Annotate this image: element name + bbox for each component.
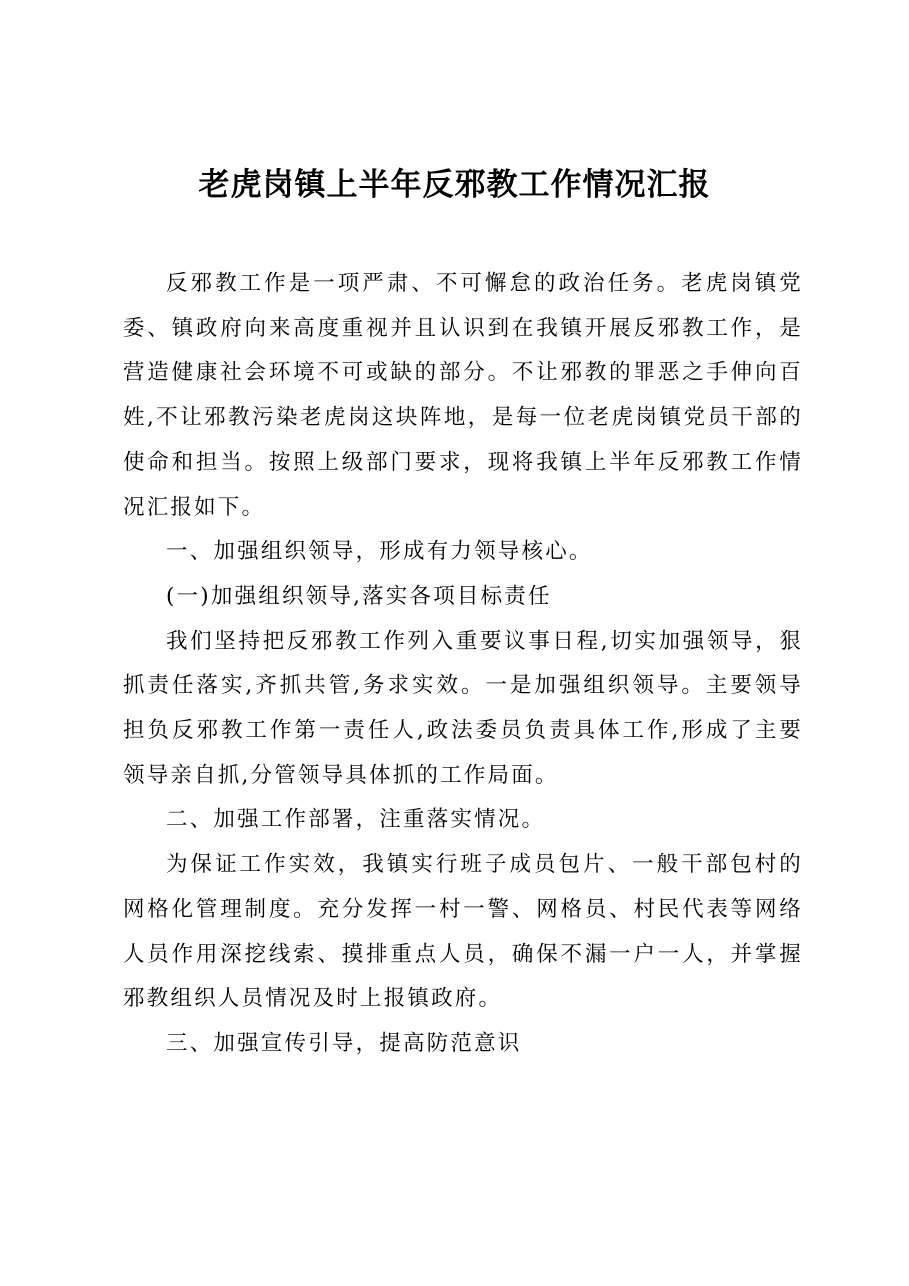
- document-body: [123, 262, 803, 1067]
- section-heading-2: 二、加强工作部署，注重落实情况。: [166, 807, 546, 833]
- subsection-heading-1-1: (一)加强组织领导,落实各项目标责任: [166, 583, 552, 609]
- paragraph-grid-management: 为保证工作实效，我镇实行班子成员包片、一般干部包村的网格化管理制度。充分发挥一村一警、网格员、村民代表等网络人员作用深挖线索、摸排重点人员，确保不漏一户一人，并掌握邪教组织人员情况及时上报镇政府。: [123, 852, 803, 1012]
- document-title: 老虎岗镇上半年反邪教工作情况汇报: [198, 167, 711, 203]
- paragraph-leadership: 我们坚持把反邪教工作列入重要议事日程,切实加强领导，狠抓责任落实,齐抓共管,务求实效。一是加强组织领导。主要领导担负反邪教工作第一责任人,政法委员负责具体工作,形成了主要领导亲自抓,分管领导具体抓的工作局面。: [123, 628, 803, 788]
- section-heading-3: 三、加强宣传引导，提高防范意识: [166, 1030, 522, 1056]
- paragraph-intro: 反邪教工作是一项严肃、不可懈怠的政治任务。老虎岗镇党委、镇政府向来高度重视并且认识到在我镇开展反邪教工作，是营造健康社会环境不可或缺的部分。不让邪教的罪恶之手伸向百姓,不让邪教污染老虎岗这块阵地，是每一位老虎岗镇党员干部的使命和担当。按照上级部门要求，现将我镇上半年反邪教工作情况汇报如下。: [123, 271, 803, 520]
- section-heading-1: 一、加强组织领导，形成有力领导核心。: [166, 539, 593, 565]
